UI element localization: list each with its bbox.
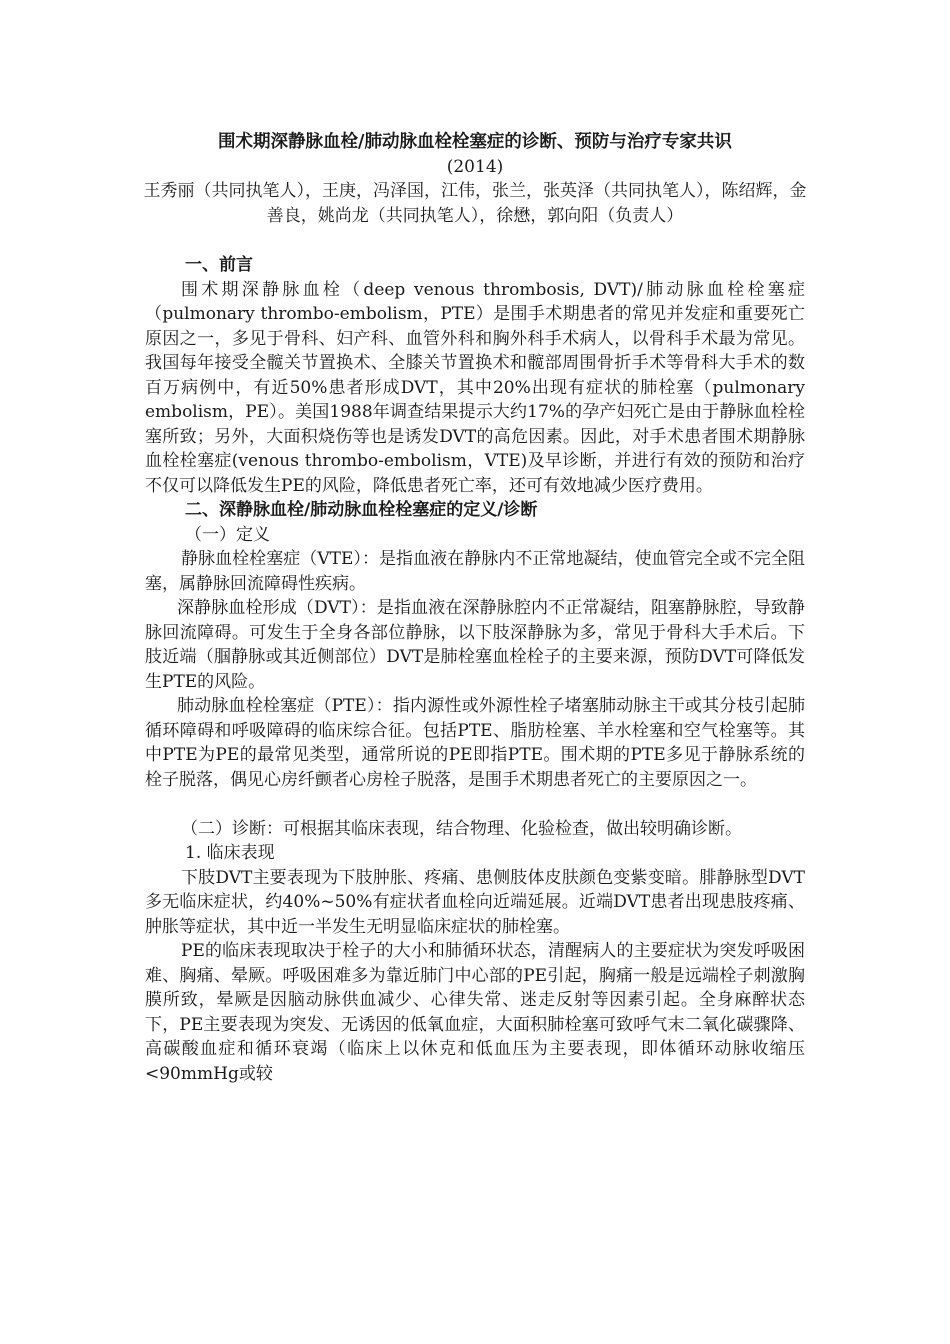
document-year: (2014) xyxy=(446,157,504,177)
dvt-clinical-paragraph: 下肢DVT主要表现为下肢肿胀、疼痛、患侧肢体皮肤颜色变紫变暗。腓静脉型DVT多无临床症状，约40%~50%有症状者血栓向近端延展。近端DVT患者出现患肢疼痛、肿胀等症状，其中近一半发生无明显临床症状的肺栓塞。 xyxy=(145,867,805,937)
dvt-definition-paragraph: 深静脉血栓形成（DVT）：是指血液在深静脉腔内不正常凝结，阻塞静脉腔，导致静脉回流障碍。可发生于全身各部位静脉，以下肢深静脉为多，常见于骨科大手术后。下肢近端（腘静脉或其近侧部位）DVT是肺栓塞血栓栓子的主要来源，预防DVT可降低发生PTE的风险。 xyxy=(145,598,805,692)
vte-definition-paragraph: 静脉血栓栓塞症（VTE）：是指血液在静脉内不正常地凝结，使血管完全或不完全阻塞，属静脉回流障碍性疾病。 xyxy=(145,549,805,594)
pte-definition-paragraph: 肺动脉血栓栓塞症（PTE）：指内源性或外源性栓子堵塞肺动脉主干或其分枝引起肺循环障碍和呼吸障碍的临床综合征。包括PTE、脂肪栓塞、羊水栓塞和空气栓塞等。其中PTE为PE的最常见类型，通常所说的PE即指PTE。围术期的PTE多见于静脉系统的栓子脱落，偶见心房纤颤者心房栓子脱落，是围手术期患者死亡的主要原因之一。 xyxy=(145,696,805,790)
section-heading-preface: 一、前言 xyxy=(185,255,253,275)
section-heading-definition-diagnosis: 二、深静脉血栓/肺动脉血栓栓塞症的定义/诊断 xyxy=(185,500,538,520)
document-body xyxy=(145,253,805,1086)
preface-paragraph: 围术期深静脉血栓（deep venous thrombosis, DVT)/肺动脉血栓栓塞症（pulmonary thrombo-embolism，PTE）是围手术期患者的常见并发症和重要死亡原因之一，多见于骨科、妇产科、血管外科和胸外科手术病人，以骨科手术最为常见。我国每年接受全髋关节置换术、全膝关节置换术和髋部周围骨折手术等骨科大手术的数百万病例中，有近50%患者形成DVT，其中20%出现有症状的肺栓塞（pulmonary embolism，PE）。美国1988年调查结果提示大约17%的孕产妇死亡是由于静脉血栓栓塞所致；另外，大面积烧伤等也是诱发DVT的高危因素。因此，对手术患者围术期静脉血栓栓塞症(venous thrombo-embolism，VTE)及早诊断，并进行有效的预防和治疗不仅可以降低发生PE的风险，降低患者死亡率，还可有效地减少医疗费用。 xyxy=(145,279,805,496)
document-title: 围术期深静脉血栓/肺动脉血栓栓塞症的诊断、预防与治疗专家共识 xyxy=(218,132,732,152)
subsection-heading-diagnosis: （二）诊断：可根据其临床表现，结合物理、化验检查，做出较明确诊断。 xyxy=(181,818,742,839)
subsection-heading-definition: （一）定义 xyxy=(185,524,270,545)
pe-clinical-paragraph: PE的临床表现取决于栓子的大小和肺循环状态，清醒病人的主要症状为突发呼吸困难、胸痛、晕厥。呼吸困难多为靠近肺门中心部的PE引起，胸痛一般是远端栓子刺激胸膜所致，晕厥是因脑动脉供血减少、心律失常、迷走反射等因素引起。全身麻醉状态下，PE主要表现为突发、无诱因的低氧血症，大面积肺栓塞可致呼气末二氧化碳骤降、高碳酸血症和循环衰竭（临床上以休克和低血压为主要表现，即体循环动脉收缩压<90mmHg或较 xyxy=(145,941,805,1084)
subsection-heading-clinical-manifestations: 1. 临床表现 xyxy=(185,843,275,863)
author-list: 王秀丽（共同执笔人），王庚，冯泽国，江伟，张兰，张英泽（共同执笔人），陈绍辉，金善良，姚尚龙（共同执笔人），徐懋，郭向阳（负责人） xyxy=(143,181,807,226)
paragraph-spacer xyxy=(145,792,805,817)
